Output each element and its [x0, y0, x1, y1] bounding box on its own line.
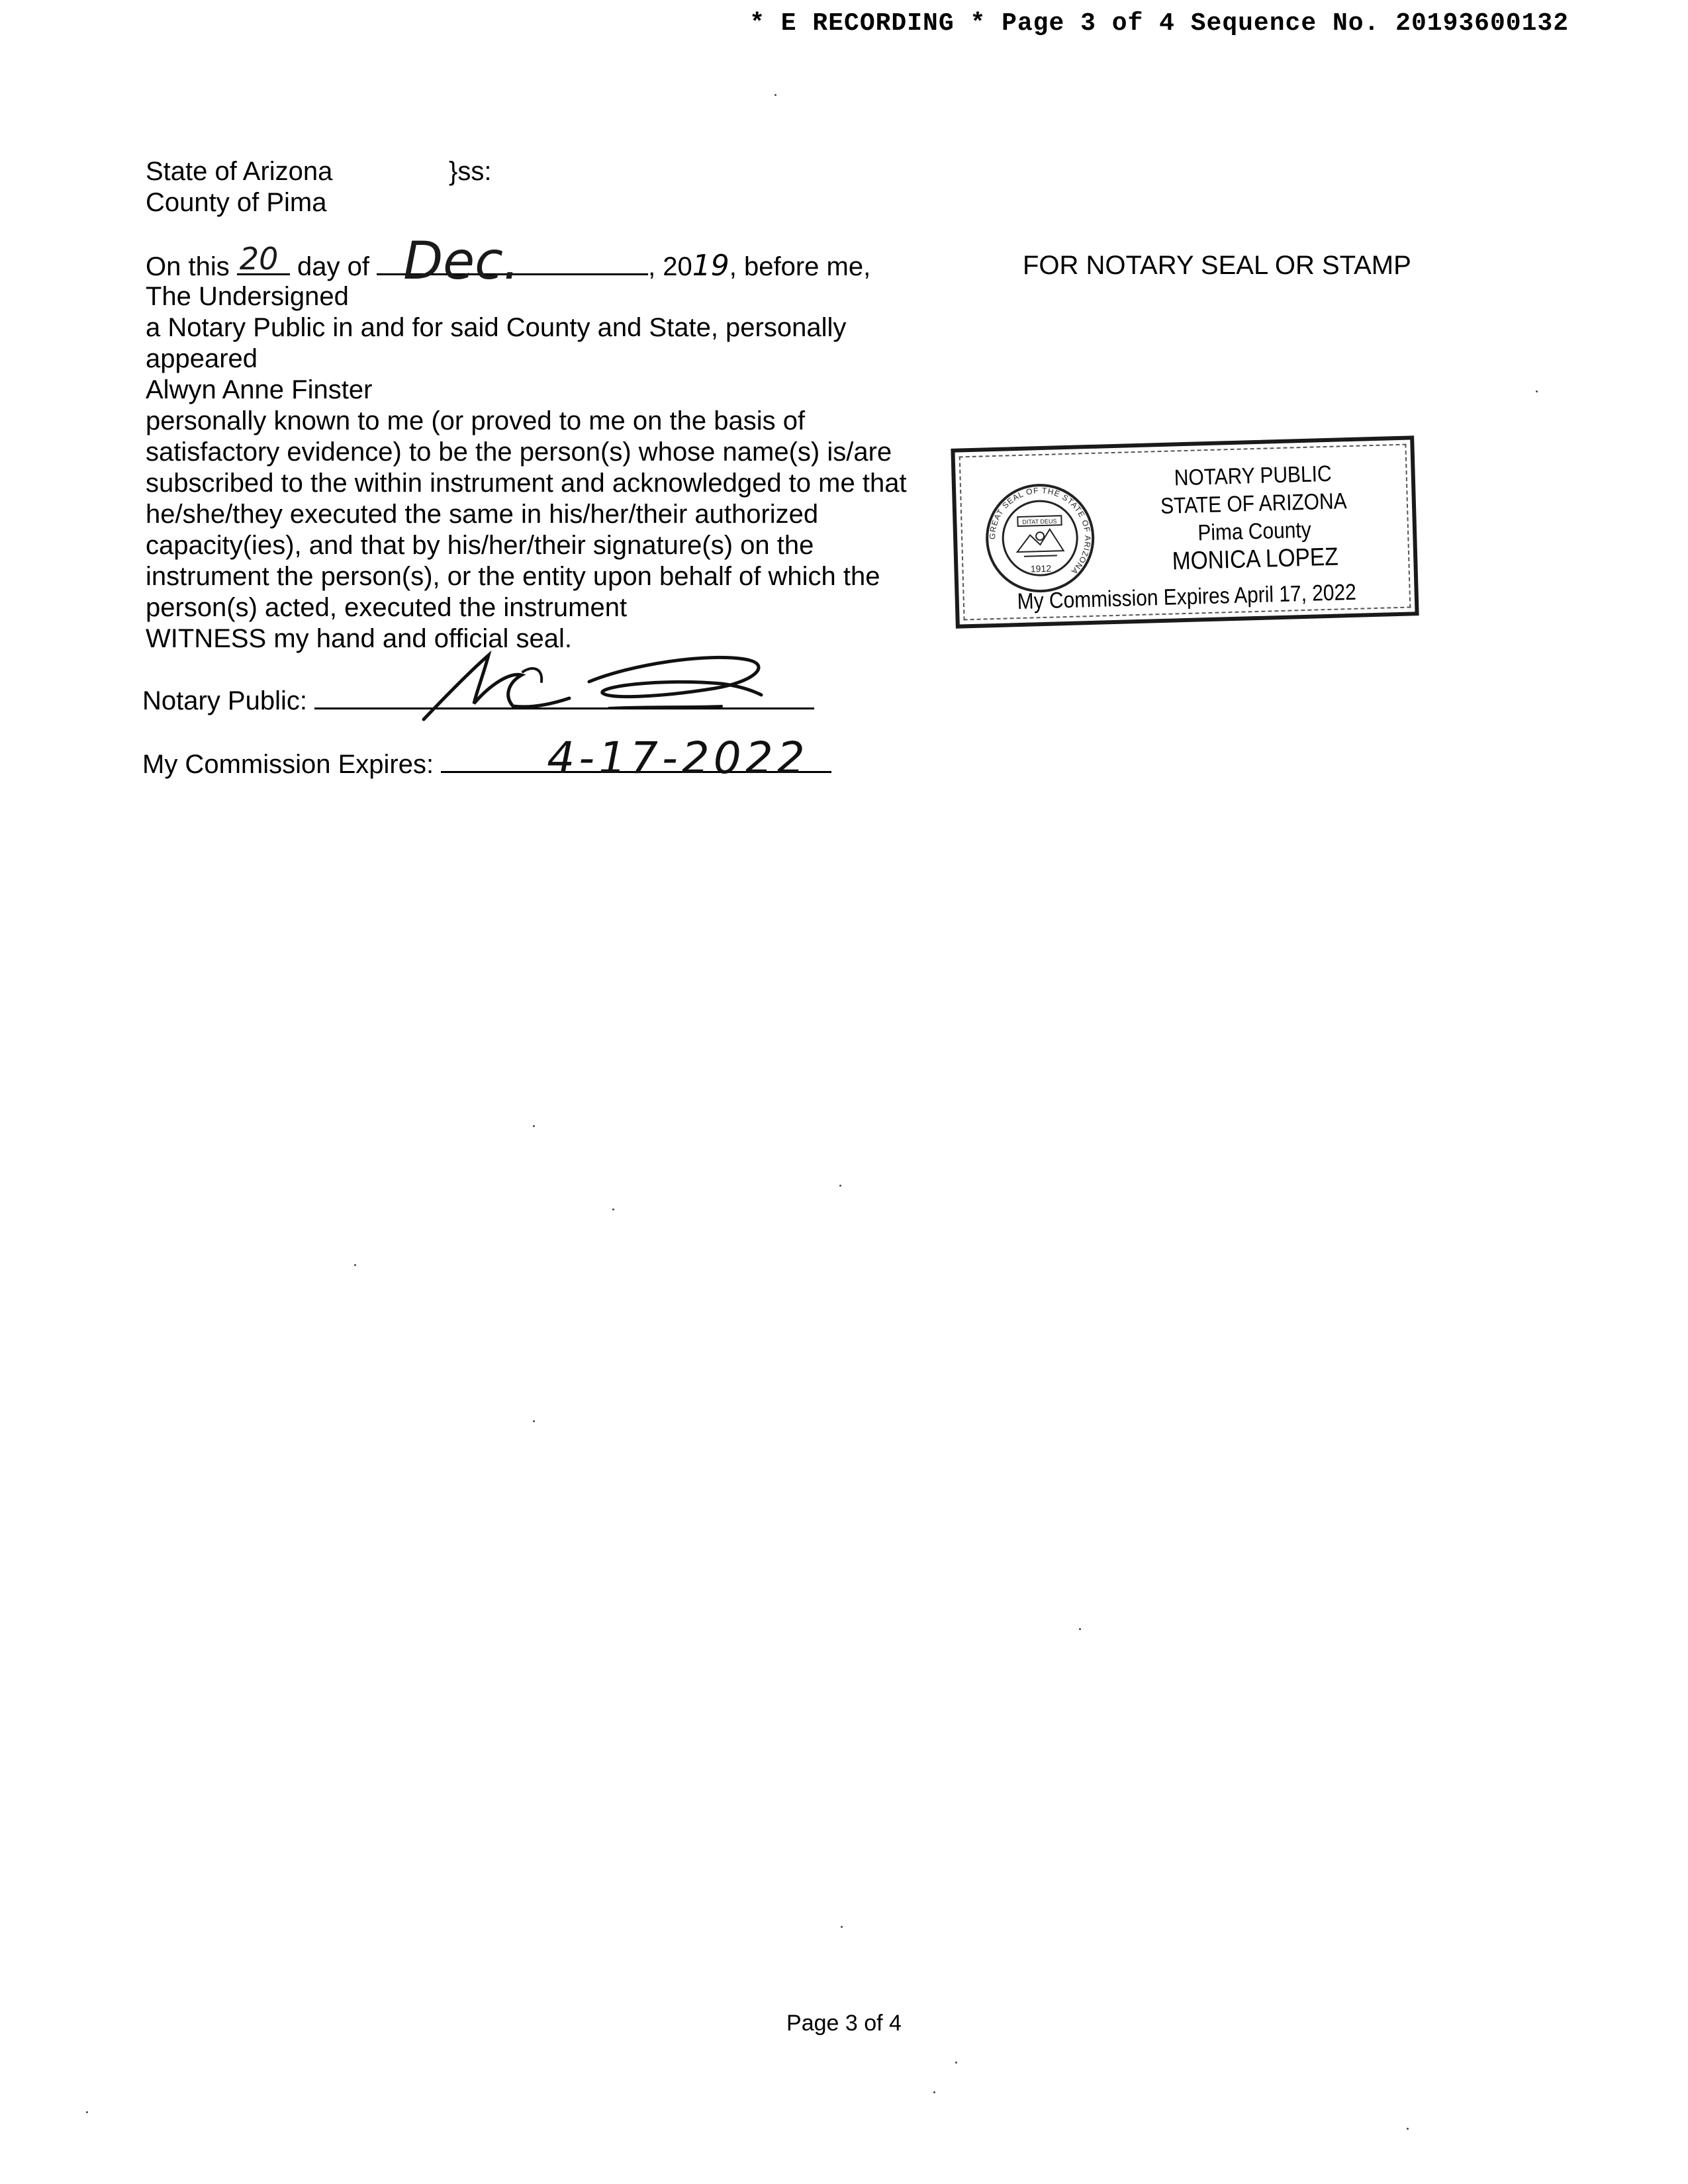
seal-ring-text: GREAT SEAL OF THE STATE OF ARIZONA — [988, 486, 1093, 576]
stamp-notary-public: NOTARY PUBLIC — [1174, 461, 1333, 491]
stamp-state: STATE OF ARIZONA — [1160, 488, 1348, 520]
day-of-label: day of — [297, 252, 369, 281]
scan-speck — [839, 1185, 841, 1187]
scan-speck — [933, 2091, 935, 2093]
ack-line-8: instrument the person(s), or the entity upon behalf of which the — [146, 562, 880, 591]
day-blank — [237, 241, 290, 277]
stamp-county: Pima County — [1197, 517, 1312, 546]
commission-expires-label: My Commission Expires: — [142, 750, 434, 779]
witness-line: WITNESS my hand and official seal. — [146, 624, 572, 653]
ack-line-2: appeared — [146, 344, 258, 373]
ack-line-5: subscribed to the within instrument and acknowledged to me that — [146, 469, 907, 498]
recording-header: * E RECORDING * Page 3 of 4 Sequence No. 20193600132 — [749, 9, 1569, 38]
ack-line-3: personally known to me (or proved to me on the basis of — [146, 406, 806, 435]
date-line — [146, 232, 871, 291]
scan-speck — [1536, 390, 1538, 392]
on-this-label: On this — [146, 252, 230, 281]
ack-line-7: capacity(ies), and that by his/her/their signature(s) on the — [146, 531, 814, 560]
ack-line-1: a Notary Public in and for said County and State, personally — [146, 313, 847, 342]
notary-stamp — [951, 435, 1419, 628]
month-handwritten: Dec. — [403, 232, 520, 291]
page-footer: Page 3 of 4 — [786, 2011, 902, 2036]
scan-speck — [841, 1926, 843, 1928]
scan-speck — [774, 94, 776, 96]
notary-signature — [410, 645, 781, 725]
day-handwritten: 20 — [239, 241, 279, 277]
month-blank — [377, 232, 648, 291]
notary-public-label: Notary Public: — [142, 686, 307, 715]
ack-line-9: person(s) acted, executed the instrument — [146, 593, 628, 622]
stamp-notary-name: MONICA LOPEZ — [1172, 543, 1339, 576]
commission-row — [142, 733, 831, 784]
signer-name: Alwyn Anne Finster — [146, 375, 373, 404]
commission-blank — [441, 733, 831, 784]
seal-year: 1912 — [1030, 563, 1052, 574]
scan-speck — [1407, 2128, 1409, 2130]
scan-speck — [612, 1208, 614, 1210]
scan-speck — [1079, 1628, 1081, 1630]
venue-ss: }ss: — [449, 157, 492, 186]
scan-speck — [955, 2062, 957, 2064]
seal-placeholder-label: FOR NOTARY SEAL OR STAMP — [1023, 251, 1411, 280]
scan-speck — [533, 1420, 535, 1422]
undersigned-line: The Undersigned — [146, 282, 349, 311]
before-me-label: , before me, — [729, 252, 871, 281]
year-prefix: , 20 — [648, 252, 692, 281]
ack-line-4: satisfactory evidence) to be the person(s) whose name(s) is/are — [146, 437, 892, 467]
commission-handwritten: 4-17-2022 — [547, 733, 809, 784]
stamp-commission: My Commission Expires April 17, 2022 — [1017, 579, 1357, 615]
scan-speck — [533, 1125, 535, 1127]
scan-speck — [354, 1264, 356, 1266]
venue-county: County of Pima — [146, 188, 327, 217]
year-handwritten: 19 — [692, 249, 729, 283]
great-seal-icon — [982, 480, 1098, 596]
ack-line-6: he/she/they executed the same in his/her/their authorized — [146, 500, 819, 529]
venue-state: State of Arizona — [146, 157, 333, 186]
seal-motto: DITAT DEUS — [1022, 518, 1057, 525]
scan-speck — [86, 2111, 88, 2113]
